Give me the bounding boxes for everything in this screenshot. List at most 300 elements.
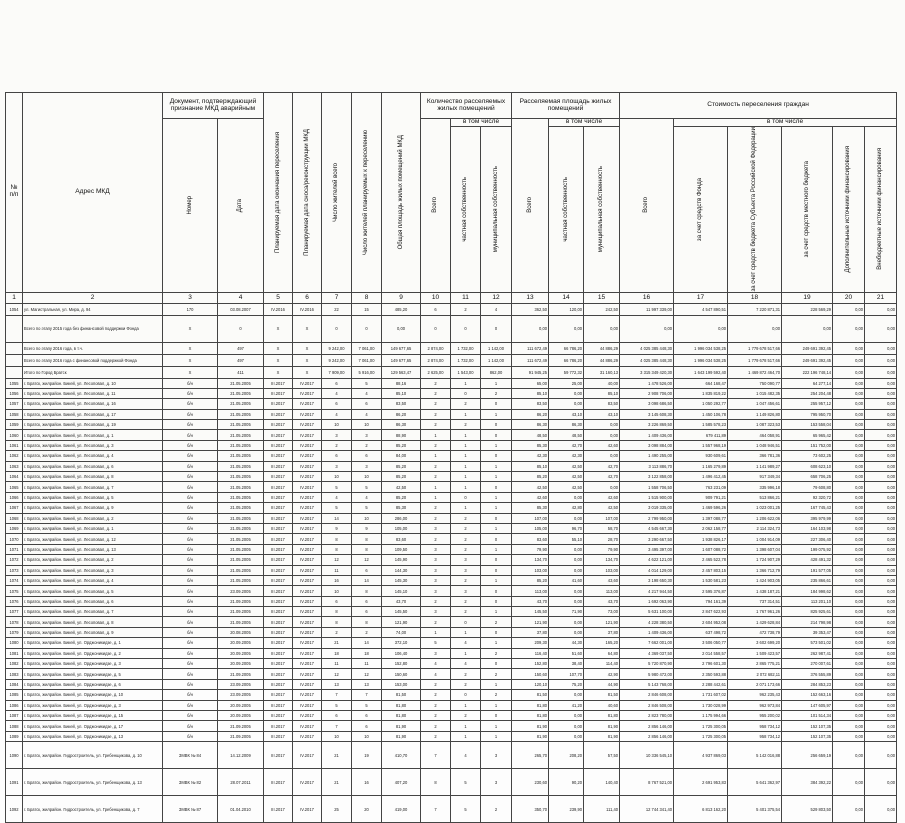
table-cell: 1070 <box>6 534 23 544</box>
table-row <box>6 451 897 461</box>
table-cell: 7 <box>421 742 451 769</box>
table-cell: 1 048 946,51 <box>728 440 782 450</box>
table-cell: X <box>264 342 293 354</box>
table-cell: 1075 <box>6 586 23 596</box>
table-cell: г. Братск, жилрайон. Бикей, ул. Лесоповал, д. 17 <box>23 409 163 419</box>
table-cell: 149 677,65 <box>382 354 421 366</box>
table-cell: 4 <box>352 388 382 398</box>
table-cell: 3 226 869,50 <box>620 420 674 430</box>
table-cell: 2 <box>421 472 451 482</box>
table-cell: 5 720 870,90 <box>620 659 674 669</box>
table-cell: 83,50 <box>584 399 620 409</box>
table-cell: 1065 <box>6 482 23 492</box>
table-cell: 1 <box>451 482 481 492</box>
table-cell: 4 937 869,03 <box>674 742 728 769</box>
table-cell: 11 <box>322 565 352 575</box>
col-rooms-area-header: Расселяемая площадь жилых помещений <box>512 93 620 119</box>
table-cell: III.2017 <box>264 669 293 679</box>
table-cell: 2 <box>352 627 382 637</box>
table-cell: 0,00 <box>865 492 897 502</box>
table-cell: 11 997 339,00 <box>620 303 674 315</box>
column-number: 9 <box>382 292 421 303</box>
table-cell: 2 <box>451 534 481 544</box>
table-cell: 83,50 <box>512 399 549 409</box>
col-regional-header: за счет средств бюджета Субъекта Российской Федерации <box>728 127 782 293</box>
table-cell: 0,00 <box>865 472 897 482</box>
table-cell: 0,00 <box>549 711 584 721</box>
table-cell: 165,20 <box>584 638 620 648</box>
table-cell: 2 874,00 <box>421 354 451 366</box>
table-cell: 1 725 300,05 <box>674 731 728 741</box>
table-cell: б/н <box>163 440 218 450</box>
table-cell: 1090 <box>6 742 23 769</box>
table-cell: 3 <box>451 586 481 596</box>
table-cell: 2 908 706,00 <box>620 388 674 398</box>
table-cell: 0,00 <box>833 555 865 565</box>
table-cell: ЗМВК № 82 <box>163 769 218 796</box>
table-cell: IV.2017 <box>293 721 322 731</box>
table-cell: 0,00 <box>865 523 897 533</box>
table-cell: б/н <box>163 409 218 419</box>
col-residents-header: Число жителей всего <box>322 93 352 293</box>
table-cell: 1 <box>481 492 512 502</box>
table-cell: 7 220 871,31 <box>728 303 782 315</box>
table-cell: 0,00 <box>833 482 865 492</box>
table-cell: 2 <box>451 596 481 606</box>
table-cell: 235 866,61 <box>782 575 833 585</box>
table-cell: 6 <box>421 303 451 315</box>
table-cell: 21.05.2005 <box>218 461 264 471</box>
col-rooms-header: Количество расселяемых жилых помещений <box>421 93 512 119</box>
table-cell: 1 141 989,27 <box>728 461 782 471</box>
table-cell: 1 <box>481 461 512 471</box>
table-cell: 75,20 <box>549 679 584 689</box>
table-cell: 42,50 <box>584 503 620 513</box>
table-cell: 2 062 158,77 <box>674 523 728 533</box>
table-cell: 0,00 <box>865 575 897 585</box>
table-cell: 1 142,00 <box>481 354 512 366</box>
table-cell: 0,00 <box>549 617 584 627</box>
table-cell: IV.2017 <box>293 627 322 637</box>
table-cell: г. Братск, жилрайон. Бикей, ул. Лесоповал, д. 1 <box>23 523 163 533</box>
table-cell: 0,00 <box>833 575 865 585</box>
table-cell: 0,00 <box>549 565 584 575</box>
table-cell: 18 <box>352 648 382 658</box>
table-cell: 38,40 <box>549 659 584 669</box>
table-cell: 3 506 050,77 <box>674 638 728 648</box>
table-cell: 1068 <box>6 513 23 523</box>
table-cell: 4 <box>322 409 352 419</box>
table-cell: 0,00 <box>865 711 897 721</box>
table-cell: III.2017 <box>264 440 293 450</box>
table-cell: 1 004 914,09 <box>728 534 782 544</box>
table-cell: 3 <box>421 648 451 658</box>
table-cell: 0,00 <box>833 388 865 398</box>
table-cell: 0,00 <box>833 796 865 823</box>
table-cell: 0 <box>481 586 512 596</box>
table-cell: 0 <box>421 315 451 342</box>
table-cell: 1 149 826,80 <box>728 409 782 419</box>
table-row <box>6 769 897 796</box>
table-cell: 1 142,00 <box>481 342 512 354</box>
table-cell: 4 <box>322 388 352 398</box>
table-cell: 44 886,29 <box>584 354 620 366</box>
table-cell: 0,00 <box>584 482 620 492</box>
table-cell: б/н <box>163 451 218 461</box>
column-number: 18 <box>728 292 782 303</box>
table-cell: 3 145 608,30 <box>620 409 674 419</box>
table-cell: 7 061,00 <box>352 342 382 354</box>
table-cell: 1 <box>481 544 512 554</box>
table-cell: 21.09.2005 <box>218 731 264 741</box>
table-row <box>6 461 897 471</box>
table-cell: б/н <box>163 679 218 689</box>
table-cell: 3 315 349 420,30 <box>620 366 674 378</box>
table-cell: 85,20 <box>512 575 549 585</box>
table-cell: б/н <box>163 503 218 513</box>
table-cell: 39 353,47 <box>782 627 833 637</box>
table-row <box>6 482 897 492</box>
table-cell: 1080 <box>6 638 23 648</box>
table-cell: 1 543,00 <box>451 366 481 378</box>
table-cell: 955 200,02 <box>728 711 782 721</box>
table-cell: 28.07.2011 <box>218 769 264 796</box>
table-cell: г. Братск, жилрайон. Бикей, ул. Орджоникидзе, д. 2 <box>23 648 163 658</box>
table-cell: 372,10 <box>382 638 421 648</box>
table-cell: 0 <box>481 430 512 440</box>
table-cell: 1085 <box>6 690 23 700</box>
table-cell: 42,60 <box>584 492 620 502</box>
table-cell: 214 798,98 <box>782 617 833 627</box>
table-cell: 0,00 <box>833 378 865 388</box>
table-row <box>6 555 897 565</box>
table-cell: 658 706,25 <box>782 472 833 482</box>
column-number: 17 <box>674 292 728 303</box>
table-cell: 1055 <box>6 378 23 388</box>
table-cell: IV.2017 <box>293 742 322 769</box>
table-cell: III.2017 <box>264 430 293 440</box>
table-cell: 42,70 <box>549 440 584 450</box>
table-cell: Всего по этапу 2016 года с финансовой поддержкой Фонда <box>23 354 163 366</box>
table-cell: ЗМВК № 87 <box>163 796 218 823</box>
table-cell: 21.05.2005 <box>218 430 264 440</box>
table-cell: 120,00 <box>549 303 584 315</box>
table-cell: г. Братск, жилрайон. Бикей, ул. Лесоповал, д. 5 <box>23 492 163 502</box>
table-cell: 7 <box>421 796 451 823</box>
table-cell: III.2017 <box>264 648 293 658</box>
table-cell: 0,00 <box>865 399 897 409</box>
col-cost-header: Стоимость переселения граждан <box>620 93 897 119</box>
table-cell: 0 <box>218 315 264 342</box>
table-cell: 145,50 <box>512 607 549 617</box>
table-cell: 0,00 <box>865 700 897 710</box>
table-cell: 410,70 <box>382 742 421 769</box>
table-cell: 83,60 <box>382 534 421 544</box>
table-cell: 42,90 <box>584 669 620 679</box>
table-cell: 121,90 <box>382 617 421 627</box>
table-cell: 152 107,35 <box>782 731 833 741</box>
table-cell: 1 398 607,04 <box>728 544 782 554</box>
table-cell: 1 <box>421 492 451 502</box>
table-cell: 0,00 <box>865 796 897 823</box>
table-cell: 3 <box>421 607 451 617</box>
table-cell: III.2017 <box>264 451 293 461</box>
column-number: 21 <box>865 292 897 303</box>
table-cell: 0,00 <box>833 544 865 554</box>
table-cell: 1 732,00 <box>451 354 481 366</box>
table-cell: ЗМВК № 84 <box>163 742 218 769</box>
table-cell: 18 <box>322 648 352 658</box>
table-cell: 0,00 <box>865 430 897 440</box>
table-cell: 85,10 <box>584 388 620 398</box>
table-cell: 0,00 <box>833 679 865 689</box>
table-cell: 25 <box>322 796 352 823</box>
table-cell: б/н <box>163 430 218 440</box>
table-cell: г. Братск, жилрайон. Бикей, ул. Лесоповал, д. 2 <box>23 513 163 523</box>
table-cell: III.2017 <box>264 461 293 471</box>
table-cell: 384 392,22 <box>782 769 833 796</box>
table-cell: 3 098 686,50 <box>620 399 674 409</box>
table-cell: 1081 <box>6 648 23 658</box>
table-cell: 74,00 <box>382 627 421 637</box>
table-cell: 42,30 <box>512 451 549 461</box>
table-cell: 145,30 <box>382 575 421 585</box>
table-cell: 0,00 <box>865 513 897 523</box>
table-cell: 86,20 <box>512 409 549 419</box>
table-cell: 1 <box>451 409 481 419</box>
resettlement-table <box>5 92 897 823</box>
table-cell: 0,00 <box>833 627 865 637</box>
table-cell: 21.05.2005 <box>218 482 264 492</box>
table-cell: 3 <box>451 565 481 575</box>
table-cell: 4 <box>352 409 382 419</box>
table-cell: 20.09.2005 <box>218 648 264 658</box>
table-cell: 15 <box>352 303 382 315</box>
table-cell: 497 <box>218 342 264 354</box>
table-cell: 1071 <box>6 544 23 554</box>
table-cell: III.2017 <box>264 565 293 575</box>
table-row <box>6 440 897 450</box>
table-cell: 1 996 034 538,25 <box>674 342 728 354</box>
table-cell: 6 <box>352 711 382 721</box>
table-cell: 5 <box>322 503 352 513</box>
table-cell: 2 <box>451 711 481 721</box>
col-doc-header: Документ, подтверждающий признание МКД аварийным <box>163 93 264 119</box>
table-cell: 2 <box>421 503 451 513</box>
table-cell: г. Братск, жилрайон. Бикей, ул. Лесоповал, д. 6 <box>23 596 163 606</box>
table-cell: 1064 <box>6 472 23 482</box>
table-cell: 8 <box>352 544 382 554</box>
table-cell: IV.2017 <box>293 430 322 440</box>
col-plan-end-header: Планируемая дата окончания переселения <box>264 93 293 293</box>
table-cell: 2 071 173,66 <box>728 679 782 689</box>
table-cell: 140,40 <box>584 769 620 796</box>
table-cell: б/н <box>163 555 218 565</box>
table-cell: 2 <box>421 731 451 741</box>
table-cell: 145,10 <box>382 586 421 596</box>
table-cell: 1 767 961,26 <box>728 607 782 617</box>
table-cell: 1 509 423,57 <box>728 648 782 658</box>
table-cell: 6 <box>352 399 382 409</box>
table-cell: 91 945,25 <box>512 366 549 378</box>
table-cell: 3 122 858,00 <box>620 472 674 482</box>
table-cell: 230,60 <box>512 769 549 796</box>
table-cell: б/н <box>163 731 218 741</box>
table-cell: 6 <box>322 451 352 461</box>
table-cell: г. Братск, жилрайон. Бикей, ул. Лесоповал, д. 19 <box>23 420 163 430</box>
table-cell: г. Братск, жилрайон. Бикей, ул. Лесоповал, д. 10 <box>23 378 163 388</box>
table-cell: 0,00 <box>865 617 897 627</box>
table-cell: 0,00 <box>549 586 584 596</box>
table-cell: IV.2017 <box>293 617 322 627</box>
table-cell: 0,00 <box>549 731 584 741</box>
table-cell: 0,00 <box>549 399 584 409</box>
table-cell: 96,70 <box>549 523 584 533</box>
table-cell: 81,80 <box>512 711 549 721</box>
table-cell: III.2017 <box>264 378 293 388</box>
table-cell: 1062 <box>6 451 23 461</box>
table-cell: 151 752,00 <box>782 440 833 450</box>
table-cell: 209,30 <box>512 638 549 648</box>
table-cell: 6 <box>352 607 382 617</box>
column-number: 13 <box>512 292 549 303</box>
table-cell: 81,90 <box>512 721 549 731</box>
table-cell: 2 <box>451 669 481 679</box>
table-cell: 284 853,23 <box>782 679 833 689</box>
table-cell: 20.09.2005 <box>218 638 264 648</box>
table-cell: 64 277,14 <box>782 378 833 388</box>
table-cell: 0 <box>451 492 481 502</box>
table-cell: 10 <box>352 731 382 741</box>
table-cell: 0,00 <box>833 638 865 648</box>
table-cell: 0,00 <box>833 342 865 354</box>
table-cell: IV.2017 <box>293 731 322 741</box>
table-cell: 6 <box>352 721 382 731</box>
table-row <box>6 669 897 679</box>
table-cell: IV.2017 <box>293 575 322 585</box>
table-cell: 0,00 <box>782 315 833 342</box>
table-cell: IV.2017 <box>293 513 322 523</box>
table-cell: 6 <box>322 596 352 606</box>
table-cell: 0,00 <box>584 451 620 461</box>
table-cell: III.2017 <box>264 420 293 430</box>
table-cell: 0,00 <box>382 315 421 342</box>
table-cell: 679 411,89 <box>674 430 728 440</box>
table-row <box>6 492 897 502</box>
table-cell: 152 663,16 <box>782 690 833 700</box>
table-cell: 21 <box>322 769 352 796</box>
table-cell: 12 <box>322 669 352 679</box>
table-cell: 0 <box>481 534 512 544</box>
table-cell: 113,00 <box>584 586 620 596</box>
table-cell: 81,80 <box>382 711 421 721</box>
table-cell: 3 019 335,00 <box>620 503 674 513</box>
table-cell: 21.09.2005 <box>218 607 264 617</box>
table-cell: 3 <box>352 461 382 471</box>
table-cell: 0 <box>481 420 512 430</box>
table-cell: 103,00 <box>584 565 620 575</box>
table-cell: 1 <box>451 430 481 440</box>
table-cell: 2 865 775,21 <box>728 659 782 669</box>
table-cell: 795 950,70 <box>782 409 833 419</box>
table-cell: 145,90 <box>382 555 421 565</box>
table-row <box>6 711 897 721</box>
table-cell: III.2017 <box>264 769 293 796</box>
table-cell: 1063 <box>6 461 23 471</box>
table-row <box>6 388 897 398</box>
table-cell: 0,00 <box>865 544 897 554</box>
table-cell: 153 558,04 <box>782 420 833 430</box>
table-cell: III.2017 <box>264 482 293 492</box>
table-cell: 0,00 <box>833 617 865 627</box>
table-cell: 2 <box>352 440 382 450</box>
column-number: 19 <box>782 292 833 303</box>
table-cell: 958 734,12 <box>728 721 782 731</box>
table-cell <box>6 354 23 366</box>
table-cell: 43,70 <box>512 596 549 606</box>
table-cell: IV.2017 <box>293 690 322 700</box>
table-row <box>6 342 897 354</box>
table-cell: 51,60 <box>549 648 584 658</box>
table-cell: 109,50 <box>382 544 421 554</box>
table-cell: 86,30 <box>549 420 584 430</box>
table-cell: IV.2017 <box>293 399 322 409</box>
table-cell: 2 <box>451 513 481 523</box>
table-cell: 44,90 <box>584 679 620 689</box>
table-cell: 1084 <box>6 679 23 689</box>
table-cell: 23.09.2005 <box>218 586 264 596</box>
table-row <box>6 523 897 533</box>
table-cell: 242,50 <box>584 303 620 315</box>
table-cell: г. Братск, жилрайон. Бикей, ул. Лесоповал, д. 7 <box>23 607 163 617</box>
table-row <box>6 303 897 315</box>
table-cell: 1 <box>451 440 481 450</box>
table-cell: 0,00 <box>833 586 865 596</box>
table-cell: 208,20 <box>549 742 584 769</box>
table-cell: 111,40 <box>584 796 620 823</box>
table-cell: 21.05.2005 <box>218 534 264 544</box>
table-cell: 7 <box>352 690 382 700</box>
table-cell: 270 007,61 <box>782 659 833 669</box>
table-cell: 428 491,32 <box>782 555 833 565</box>
col-address-header: Адрес МКД <box>23 93 163 293</box>
table-cell: IV.2017 <box>293 503 322 513</box>
table-cell: б/н <box>163 648 218 658</box>
table-cell: 1054 <box>6 303 23 315</box>
table-cell: б/н <box>163 513 218 523</box>
table-cell: 8 <box>322 534 352 544</box>
table-cell: 10 <box>322 420 352 430</box>
column-number: 7 <box>322 292 352 303</box>
table-cell: III.2017 <box>264 492 293 502</box>
table-cell: 1 047 456,61 <box>728 399 782 409</box>
table-cell: 1061 <box>6 440 23 450</box>
table-cell: 0,00 <box>865 690 897 700</box>
table-cell: 199 075,92 <box>782 544 833 554</box>
table-cell: 83,50 <box>382 399 421 409</box>
table-cell: 1 724 907,29 <box>728 555 782 565</box>
table-cell: 21.05.2005 <box>218 565 264 575</box>
table-cell: 7 <box>322 721 352 731</box>
table-cell: 103,00 <box>512 565 549 575</box>
table-cell: 2 <box>451 607 481 617</box>
table-cell: 7 909,00 <box>322 366 352 378</box>
table-row <box>6 731 897 741</box>
table-cell: 0 <box>481 399 512 409</box>
table-cell: 3 <box>322 461 352 471</box>
table-cell: 4 545 667,30 <box>620 523 674 533</box>
table-cell: IV.2017 <box>293 586 322 596</box>
